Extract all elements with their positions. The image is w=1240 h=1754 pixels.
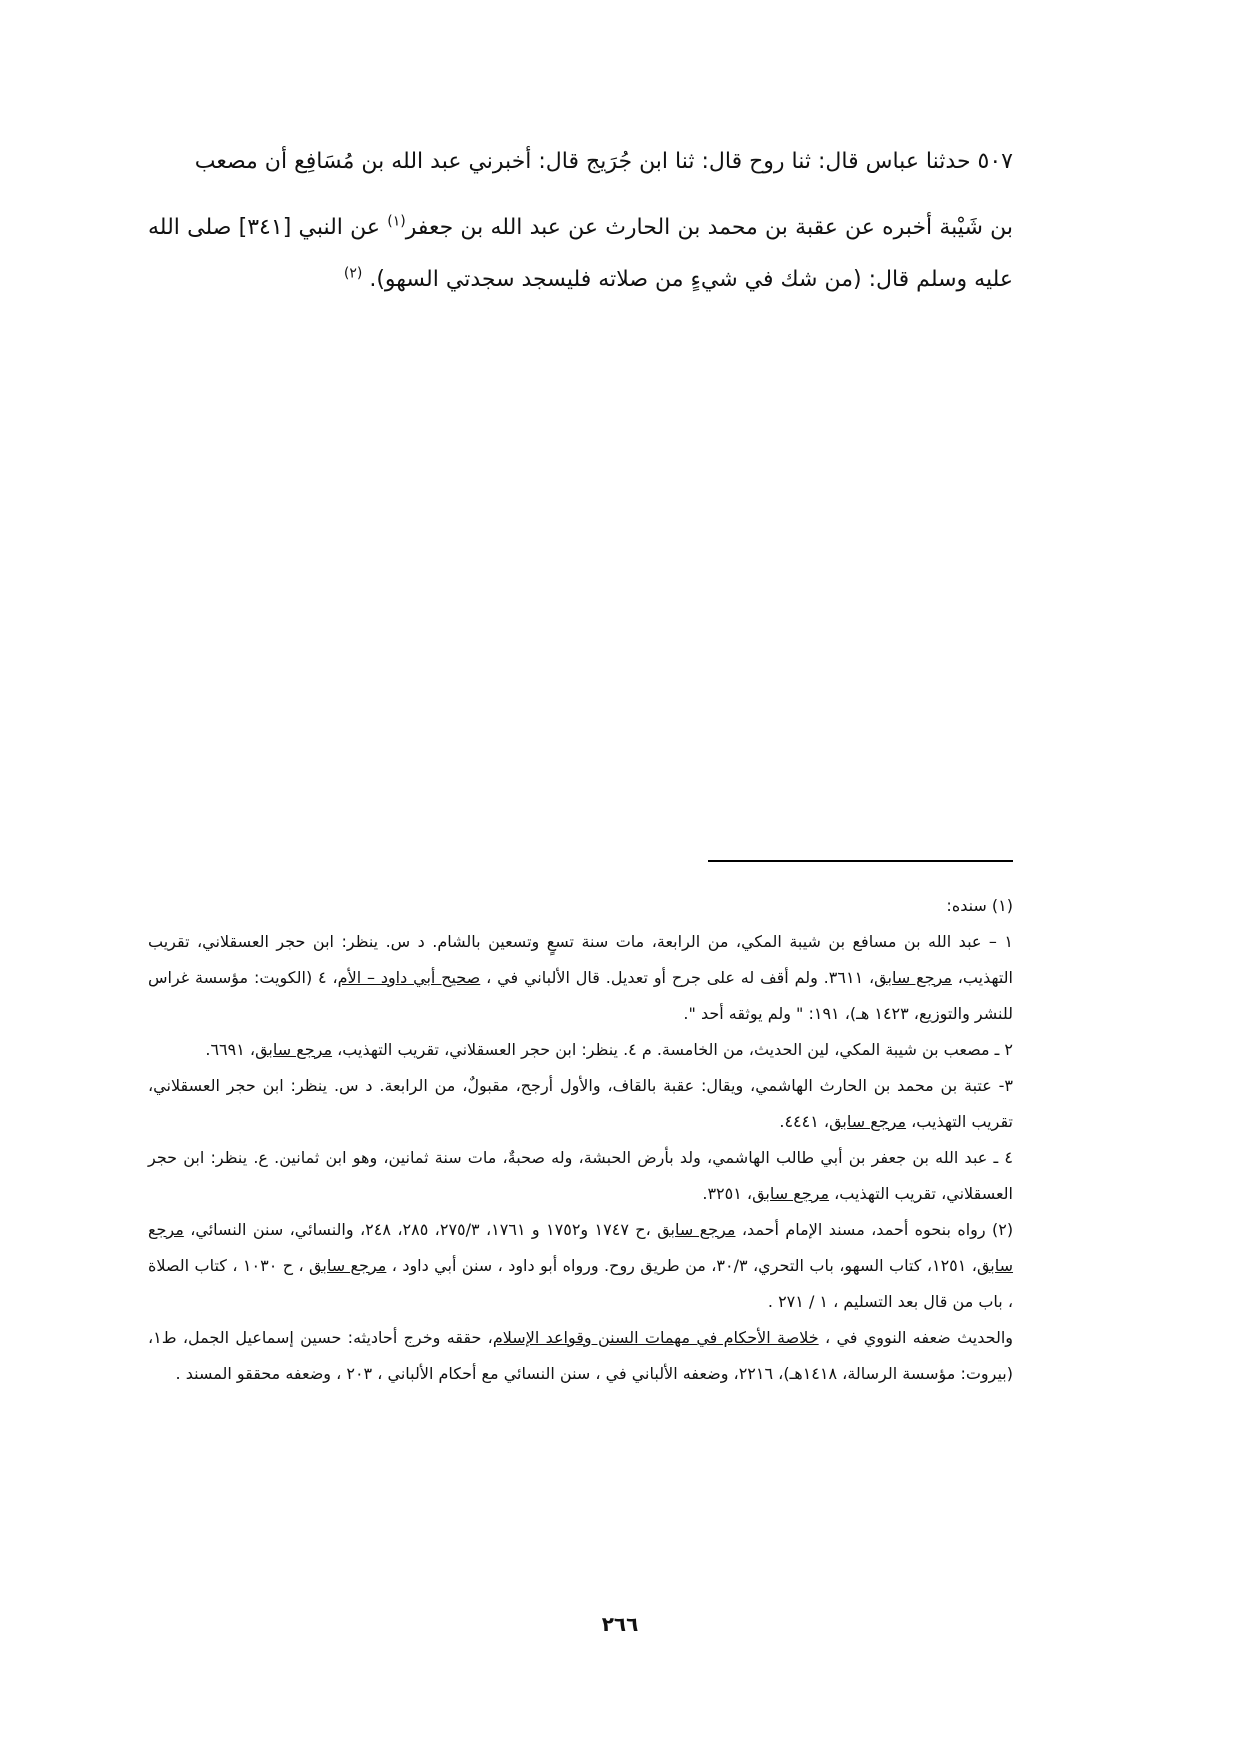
- footnote-text: ، ٣٦١١. ولم أقف له على جرح أو تعديل. قال الألباني في ،: [480, 968, 875, 987]
- hadith-text: [148, 136, 1013, 306]
- footnote-1-item-2: [148, 1032, 1013, 1068]
- footnote-1-item-1: [148, 924, 1013, 1032]
- footnote-text: ، ٦٦٩١.: [205, 1040, 256, 1059]
- hadith-line: [148, 136, 1013, 188]
- footnote-2: [148, 1212, 1013, 1320]
- reference-link: مرجع سابق: [752, 1184, 830, 1203]
- hadith-line-3a: الله عليه وسلم قال: (من شك في شيءٍ من صلاته فليسجد سجدتي السهو).: [148, 215, 1013, 292]
- footnote-text: (٢) رواه بنحوه أحمد، مسند الإمام أحمد،: [735, 1220, 1014, 1239]
- footnote-text: ،ح ١٧٤٧ و١٧٥٢ و ١٧٦١، ٢٧٥/٣، ٢٨٥، ٢٤٨، والنسائي، سنن النسائي،: [183, 1220, 658, 1239]
- hadith-line-2b: عن النبي [٣٤١] صلى: [187, 215, 388, 240]
- footnote-text: ، ٤٤٤١.: [779, 1112, 830, 1131]
- footnote-text: ، ١٢٥١، كتاب السهو، باب التحري، ٣٠/٣، من طريق روح. ورواه أبو داود ، سنن أبي داود ،: [386, 1256, 977, 1275]
- footnote-ref-2[interactable]: (٢): [343, 265, 363, 282]
- footnote-ref-1[interactable]: (١): [387, 213, 406, 230]
- reference-link: مرجع سابق: [829, 1112, 907, 1131]
- footnote-text: ٣- عتبة بن محمد بن الحارث الهاشمي، ويقال: عقبة بالقاف، والأول أرجح، مقبولٌ، من الرابعة. د س. ينظر: ابن حجر العسقلاني، تقريب التهذيب،: [148, 1076, 1013, 1131]
- footnote-1-item-4: [148, 1140, 1013, 1212]
- footnotes: [148, 888, 1013, 1392]
- footnote-2-continued: [148, 1320, 1013, 1392]
- reference-link: مرجع سابق: [657, 1220, 736, 1239]
- reference-link: مرجع سابق: [874, 968, 952, 987]
- footnote-text: ١ – عبد الله بن مسافع بن شيبة المكي، من الرابعة، مات سنة تسعٍ وتسعين بالشام. د س. ينظر: ابن حجر العسقلاني، تقريب التهذيب،: [148, 932, 1014, 987]
- footnote-1-item-3: [148, 1068, 1013, 1140]
- footnote-text: ، ٣٢٥١.: [702, 1184, 753, 1203]
- page-number: ٢٦٦: [601, 1612, 639, 1636]
- footnote-1-heading: (١) سنده:: [946, 896, 1013, 915]
- footnote-text: ٤ ـ عبد الله بن جعفر بن أبي طالب الهاشمي، ولد بأرض الحبشة، وله صحبةٌ، مات سنة ثمانين، وهو ابن ثمانين. ع. ينظر: ابن حجر العسقلاني، تقريب التهذيب،: [148, 1148, 1013, 1203]
- hadith-line-2a: بن شَيْبة أخبره عن عقبة بن محمد بن الحارث عن عبد الله بن جعفر: [405, 215, 1013, 240]
- footnote-text: ، ٤ (الكويت: مؤسسة غراس للنشر والتوزيع، ١٤٢٣ هـ)، ١٩١: " ولم يوثقه أحد ".: [148, 968, 1013, 1023]
- book-title: خلاصة الأحكام في مهمات السنن وقواعد الإسلام: [492, 1328, 819, 1347]
- footnote-text: ، ح ١٠٣٠ ، كتاب الصلاة ، باب من قال بعد التسليم ، ١ / ٢٧١ .: [148, 1256, 1013, 1311]
- footnote-text: والحديث ضعفه النووي في ،: [818, 1328, 1014, 1347]
- reference-link: مرجع سابق: [148, 1220, 1014, 1275]
- reference-link: مرجع سابق: [309, 1256, 387, 1275]
- footnote-text: ٢ ـ مصعب بن شيبة المكي، لين الحديث، من الخامسة. م ٤. ينظر: ابن حجر العسقلاني، تقريب التهذيب،: [332, 1040, 1013, 1059]
- footnote-text: ، حققه وخرج أحاديثه: حسين إسماعيل الجمل، ط١، (بيروت: مؤسسة الرسالة، ١٤١٨هـ)، ٢٢١٦، وضعفه الألباني في ، سنن النسائي مع أحكام الألباني ، ٢٠٣ ، وضعفه محققو المسند .: [148, 1328, 1013, 1383]
- book-title: صحيح أبي داود – الأم: [337, 968, 481, 987]
- footnote-separator: [708, 860, 1013, 862]
- reference-link: مرجع سابق: [255, 1040, 333, 1059]
- hadith-line-1: ٥٠٧ حدثنا عباس قال: ثنا روح قال: ثنا ابن جُرَيج قال: أخبرني عبد الله بن مُسَافِع أن مصعب: [194, 149, 1013, 174]
- hadith-line: [148, 202, 1013, 306]
